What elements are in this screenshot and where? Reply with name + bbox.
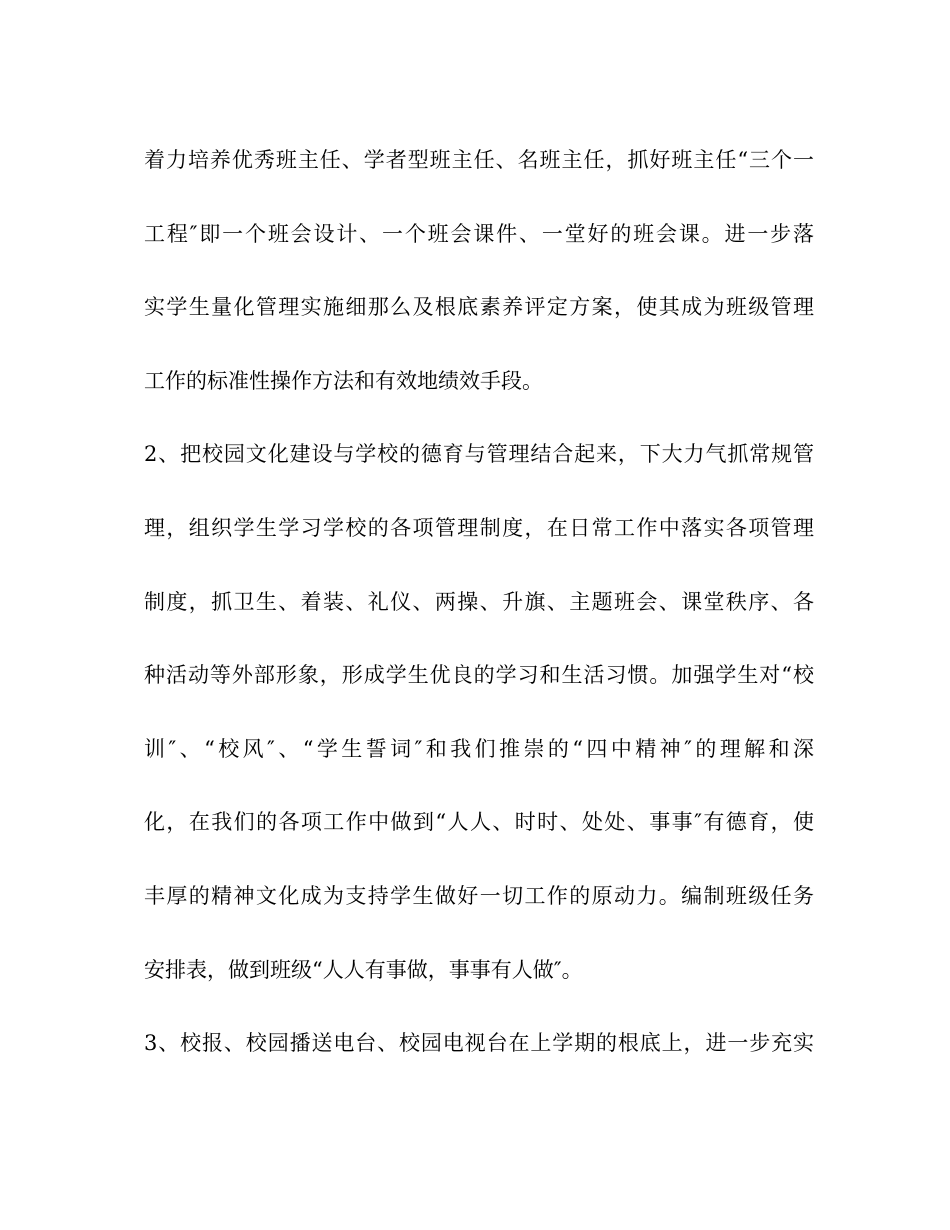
text-line: 训″、“校风″、“学生誓词″和我们推崇的“四中精神″的理解和深 (144, 736, 814, 761)
text-line: 3、校报、校园播送电台、校园电视台在上学期的根底上，进一步充实 (144, 1031, 814, 1056)
text-line: 化，在我们的各项工作中做到“人人、时时、处处、事事″有德育，使 (144, 810, 814, 835)
text-line: 种活动等外部形象，形成学生优良的学习和生活习惯。加强学生对“校 (144, 663, 814, 688)
text-line: 着力培养优秀班主任、学者型班主任、名班主任，抓好班主任“三个一 (144, 148, 814, 172)
text-line: 丰厚的精神文化成为支持学生做好一切工作的原动力。编制班级任务 (144, 883, 814, 908)
text-line: 制度，抓卫生、着装、礼仪、两操、升旗、主题班会、课堂秩序、各 (144, 589, 814, 614)
text-line: 安排表，做到班级“人人有事做，事事有人做″。 (144, 957, 583, 982)
text-line: 工程″即一个班会设计、一个班会课件、一堂好的班会课。进一步落 (144, 221, 814, 246)
text-line: 2、把校园文化建设与学校的德育与管理结合起来，下大力气抓常规管 (144, 442, 814, 467)
body-text (144, 136, 814, 1093)
text-line: 实学生量化管理实施细那么及根底素养评定方案，使其成为班级管理 (144, 295, 814, 320)
text-line: 工作的标准性操作方法和有效地绩效手段。 (144, 368, 543, 393)
text-line: 理，组织学生学习学校的各项管理制度，在日常工作中落实各项管理 (144, 515, 814, 540)
